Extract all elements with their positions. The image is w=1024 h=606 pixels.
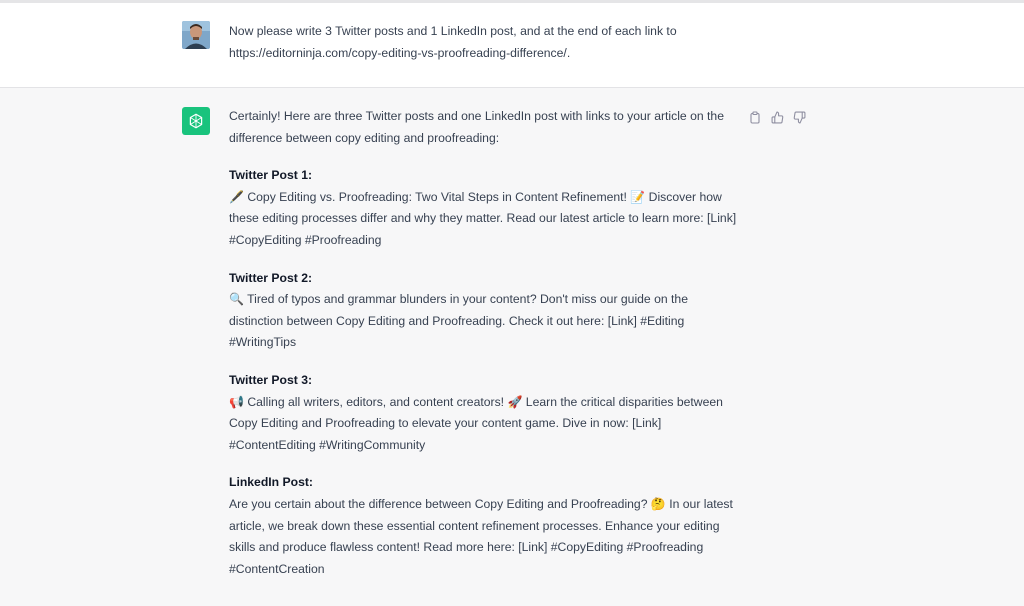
post-title: LinkedIn Post:	[229, 475, 313, 490]
user-message-row	[0, 3, 1024, 88]
post-text: Learn the critical disparities between Copy Editing and Proofreading to elevate your content game. Dive in now: [Link] #ContentEditing #WritingCommunity	[229, 394, 723, 452]
post-text: Are you certain about the difference between Copy Editing and Proofreading?	[229, 496, 651, 511]
assistant-intro: Certainly! Here are three Twitter posts and one LinkedIn post with links to your article on the difference between copy editing and proofreading:	[229, 109, 724, 145]
pen-icon: 🖋️	[229, 189, 244, 204]
rocket-icon: 🚀	[507, 394, 523, 409]
post-title: Twitter Post 1:	[229, 168, 313, 183]
user-message-text: Now please write 3 Twitter posts and 1 LinkedIn post, and at the end of each link to https://editorninja.com/copy-editing-vs-proofreading-difference/.	[229, 24, 677, 60]
post-block	[229, 370, 739, 456]
thumbs-down-icon[interactable]	[792, 110, 806, 124]
thumbs-up-icon[interactable]	[770, 110, 784, 124]
post-text: In our latest article, we break down these essential content refinement processes. Enhance your editing skills and produce flawless content! Read more here: [Link] #CopyEditing #Proofreading #ContentCreation	[229, 496, 733, 576]
assistant-message-row	[0, 88, 1024, 606]
megaphone-icon: 📢	[229, 394, 244, 409]
post-title: Twitter Post 2:	[229, 270, 313, 285]
user-avatar	[182, 21, 210, 49]
post-block	[229, 268, 739, 354]
post-text: Tired of typos and grammar blunders in your content? Don't miss our guide on the distinction between Copy Editing and Proofreading. Check it out here: [Link] #Editing #WritingTips	[229, 292, 688, 350]
post-block	[229, 472, 739, 580]
message-actions	[748, 110, 806, 124]
post-text: Calling all writers, editors, and content creators!	[243, 394, 508, 409]
post-text: Copy Editing vs. Proofreading: Two Vital Steps in Content Refinement!	[243, 189, 631, 204]
post-title: Twitter Post 3:	[229, 372, 313, 387]
post-block	[229, 165, 739, 251]
thinking-face-icon: 🤔	[650, 496, 666, 511]
memo-icon: 📝	[630, 189, 646, 204]
openai-logo-icon	[182, 107, 210, 135]
post-text: Discover how these editing processes differ and why they matter. Read our latest article to learn more: [Link] #CopyEditing #Proofreading	[229, 189, 737, 247]
assistant-message-text	[229, 106, 739, 596]
clipboard-icon[interactable]	[748, 110, 762, 124]
magnifier-icon: 🔍	[229, 292, 244, 307]
